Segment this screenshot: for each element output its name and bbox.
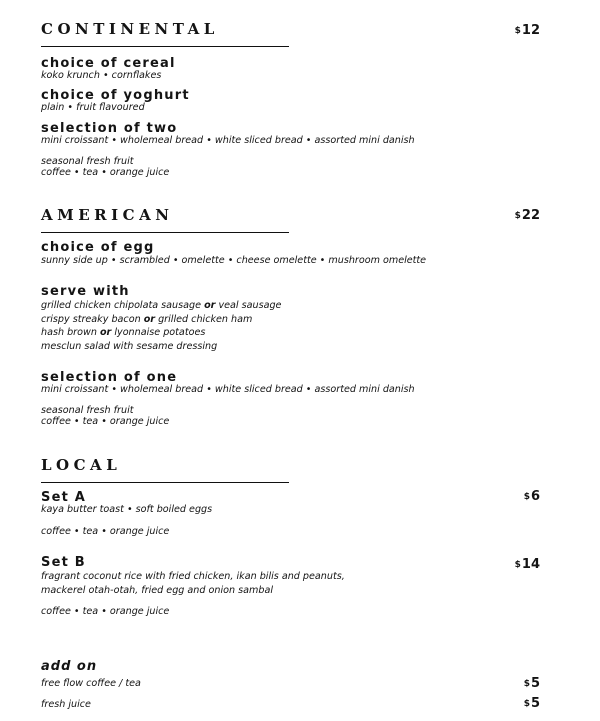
price-value: 5 [530,696,540,711]
local-divider [41,482,289,483]
extras-fruit: seasonal fresh fruit [41,156,134,167]
add-on-fresh-juice-price [480,696,540,711]
continental-selection-title: selection of two [41,121,178,136]
currency-symbol: $ [514,560,521,570]
set-b-line-2: mackerel otah-otah, fried egg and onion sambal [41,584,273,596]
price-value: 14 [521,557,540,572]
price-value: 5 [530,676,540,691]
set-b-line-1: fragrant coconut rice with fried chicken, ikan bilis and peanuts, [41,571,345,582]
cereal-title: choice of cereal [41,56,176,71]
continental-extras [41,156,169,178]
add-on-coffee-tea-price [480,676,540,691]
yoghurt-desc: plain • fruit flavoured [41,102,145,113]
currency-symbol: $ [523,699,530,709]
set-b-drinks: coffee • tea • orange juice [41,606,170,617]
serve-line-potatoes: hash brown or lyonnaise potatoes [41,327,206,338]
serve-line-salad: mesclun salad with sesame dressing [41,340,218,352]
serve-with-list [41,300,281,352]
extras-fruit: seasonal fresh fruit [41,405,134,416]
egg-desc: sunny side up • scrambled • omelette • cheese omelette • mushroom omelette [41,255,427,266]
set-b-price [480,557,540,572]
serve-line-sausage: grilled chicken chipolata sausage or veal sausage [41,300,282,311]
serve-line-bacon: crispy streaky bacon or grilled chicken ham [41,313,253,325]
price-value: 22 [521,208,540,223]
american-price [480,208,540,223]
currency-symbol: $ [514,211,521,221]
egg-title: choice of egg [41,240,155,255]
set-a-title: Set A [41,490,86,505]
american-selection-title: selection of one [41,370,178,385]
set-b-desc [41,571,345,596]
american-extras [41,405,169,427]
set-a-price [480,489,540,504]
continental-selection-desc: mini croissant • wholemeal bread • white sliced bread • assorted mini danish [41,135,415,146]
set-a-drinks: coffee • tea • orange juice [41,526,170,537]
price-value: 12 [521,23,540,38]
add-on-title: add on [41,659,98,674]
american-heading: AMERICAN [41,206,174,224]
add-on-coffee-tea: free flow coffee / tea [41,678,141,689]
cereal-desc: koko krunch • cornflakes [41,70,162,81]
continental-divider [41,46,289,47]
currency-symbol: $ [523,492,530,502]
local-heading: LOCAL [41,456,122,474]
continental-heading: CONTINENTAL [41,20,219,38]
extras-drinks: coffee • tea • orange juice [41,416,170,427]
yoghurt-title: choice of yoghurt [41,88,190,103]
add-on-fresh-juice: fresh juice [41,699,91,710]
extras-drinks: coffee • tea • orange juice [41,167,170,178]
serve-with-title: serve with [41,284,130,299]
set-b-title: Set B [41,555,86,570]
american-selection-desc: mini croissant • wholemeal bread • white sliced bread • assorted mini danish [41,384,415,395]
price-value: 6 [530,489,540,504]
currency-symbol: $ [514,26,521,36]
currency-symbol: $ [523,679,530,689]
american-divider [41,232,289,233]
set-a-desc: kaya butter toast • soft boiled eggs [41,504,213,515]
continental-price [480,23,540,38]
